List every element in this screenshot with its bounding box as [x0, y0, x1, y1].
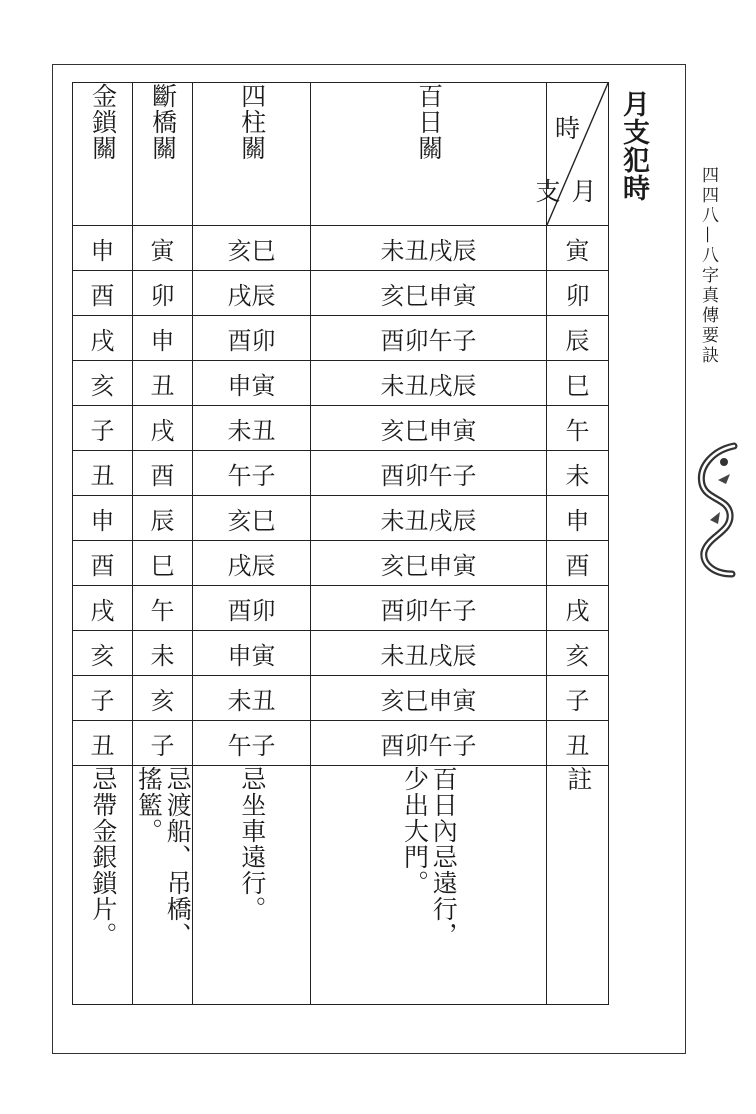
section-title: 月支犯時: [618, 90, 649, 202]
table-cell: 亥: [547, 631, 609, 676]
table-cell: 子: [73, 676, 133, 721]
table-cell: 子: [73, 406, 133, 451]
table-cell: 丑: [73, 451, 133, 496]
table-cell: 寅: [133, 226, 193, 271]
table-cell: 丑: [133, 361, 193, 406]
table-cell: 子: [547, 676, 609, 721]
header-jinsuo: 金鎖關: [73, 83, 133, 226]
table-row: [73, 676, 609, 721]
table-cell: 卯: [547, 271, 609, 316]
table-cell: 辰: [133, 496, 193, 541]
table-cell: 酉卯: [193, 586, 311, 631]
table-cell: 亥: [73, 361, 133, 406]
table-row: [73, 451, 609, 496]
table-cell: 亥: [73, 631, 133, 676]
table-cell: 午: [547, 406, 609, 451]
table-row: [73, 631, 609, 676]
table-cell: 寅: [547, 226, 609, 271]
table-cell: 酉: [133, 451, 193, 496]
table-cell: 戌: [73, 316, 133, 361]
table-row: [73, 721, 609, 766]
header-corner-cell: [532, 83, 609, 226]
table-cell: 亥巳: [193, 496, 311, 541]
table-cell: 亥巳申寅: [311, 271, 547, 316]
table-cell: 卯: [133, 271, 193, 316]
table-row: [73, 496, 609, 541]
table-cell: 巳: [133, 541, 193, 586]
table-cell: 巳: [547, 361, 609, 406]
table-cell: 酉卯午子: [311, 451, 547, 496]
table-cell: 酉: [73, 271, 133, 316]
corner-hour-label: 時: [555, 114, 581, 143]
table-row: [73, 271, 609, 316]
table-cell: 午子: [193, 721, 311, 766]
table-cell: 未丑: [193, 406, 311, 451]
table-cell: 亥巳申寅: [311, 541, 547, 586]
table-cell: 申: [73, 226, 133, 271]
table-cell: 申寅: [193, 361, 311, 406]
note-jinsuo: 忌帶金銀鎖片。: [73, 766, 133, 1005]
table-cell: 未丑戌辰: [311, 361, 547, 406]
table-cell: 午子: [193, 451, 311, 496]
table-cell: 申寅: [193, 631, 311, 676]
table-cell: 酉: [73, 541, 133, 586]
notes-row: [73, 766, 609, 1005]
month-branch-table: [72, 82, 609, 1005]
header-sizhu: 四柱關: [193, 83, 311, 226]
table-cell: 酉卯午子: [311, 721, 547, 766]
table-cell: 午: [133, 586, 193, 631]
table-cell: 酉卯午子: [311, 316, 547, 361]
table-row: [73, 541, 609, 586]
table-cell: 酉: [547, 541, 609, 586]
table-cell: 丑: [547, 721, 609, 766]
table-cell: 亥巳申寅: [311, 676, 547, 721]
note-duanqiao: 忌渡船、吊橋、搖籃。: [133, 766, 193, 1005]
table-cell: 亥巳: [193, 226, 311, 271]
header-bairi: 百日關: [311, 83, 547, 226]
table-cell: 申: [547, 496, 609, 541]
table-cell: 辰: [547, 316, 609, 361]
note-label: 註: [547, 766, 609, 1005]
table-row: [73, 226, 609, 271]
table-cell: 未: [547, 451, 609, 496]
table-cell: 未丑: [193, 676, 311, 721]
table-cell: 戌: [73, 586, 133, 631]
running-header: 四四八—八字真傳要訣: [698, 166, 718, 366]
table-cell: 酉卯: [193, 316, 311, 361]
table-cell: 申: [133, 316, 193, 361]
table-cell: 未丑戌辰: [311, 631, 547, 676]
table-cell: 申: [73, 496, 133, 541]
dragon-ornament-icon: [684, 440, 744, 580]
table-cell: 亥巳申寅: [311, 406, 547, 451]
header-duanqiao: 斷橋關: [133, 83, 193, 226]
table-cell: 酉卯午子: [311, 586, 547, 631]
table-row: [73, 361, 609, 406]
table-row: [73, 406, 609, 451]
table-cell: 戌: [547, 586, 609, 631]
table-cell: 戌辰: [193, 271, 311, 316]
table-row: [73, 316, 609, 361]
table-row: [73, 586, 609, 631]
table-cell: 戌: [133, 406, 193, 451]
table-header-row: [73, 83, 609, 226]
table-cell: 戌辰: [193, 541, 311, 586]
note-sizhu: 忌坐車遠行。: [193, 766, 311, 1005]
note-bairi: 百日內忌遠行，少出大門。: [311, 766, 547, 1005]
table-cell: 未: [133, 631, 193, 676]
table-cell: 未丑戌辰: [311, 496, 547, 541]
corner-month-label: 月支: [532, 177, 597, 211]
table-cell: 子: [133, 721, 193, 766]
table-cell: 丑: [73, 721, 133, 766]
table-cell: 未丑戌辰: [311, 226, 547, 271]
table-cell: 亥: [133, 676, 193, 721]
